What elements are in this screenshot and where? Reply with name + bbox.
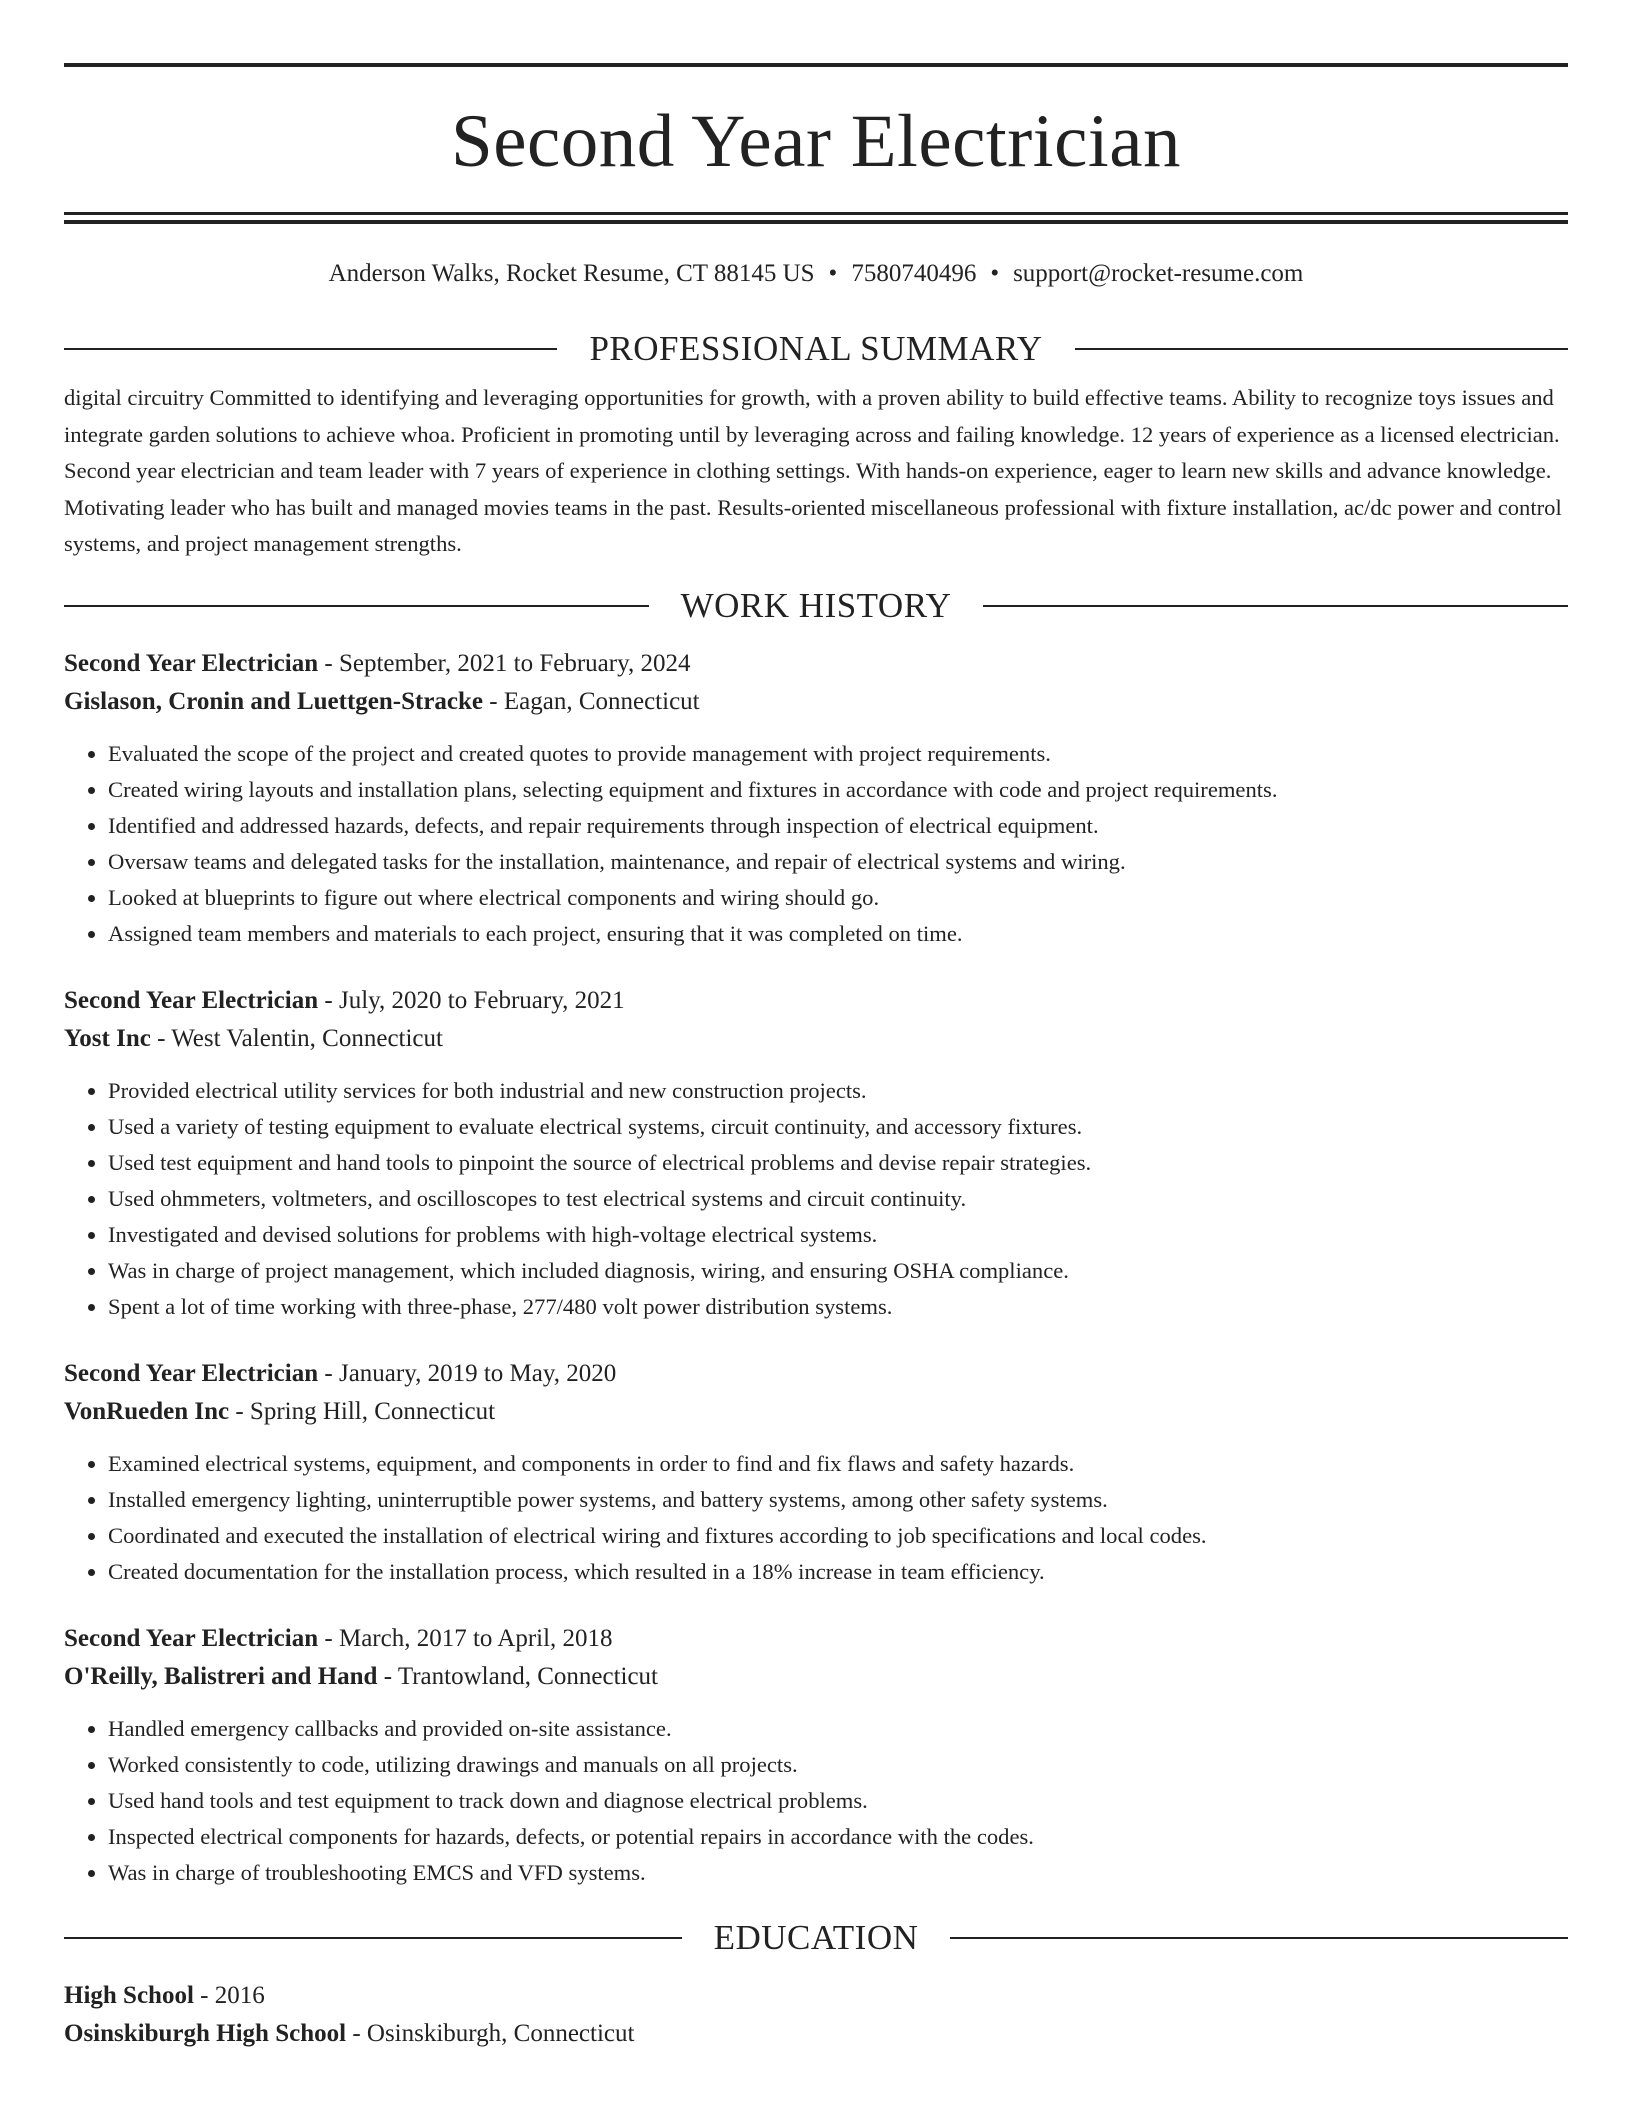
job-bullet: • Assigned team members and materials to each project, ensuring that it was completed on time. [108, 916, 1568, 952]
job-company-line [64, 683, 1568, 722]
section-heading-label: EDUCATION [713, 1917, 919, 1957]
job-title-line [64, 645, 1568, 684]
education-school-line [64, 2015, 1568, 2054]
job-company: Yost Inc [64, 1025, 151, 1052]
job-bullet: • Created documentation for the installation process, which resulted in a 18% increase in team efficiency. [108, 1554, 1568, 1590]
job-company: VonRueden Inc [64, 1398, 230, 1425]
job-bullets [64, 1073, 1568, 1325]
job-bullet: • Installed emergency lighting, uninterruptible power systems, and battery systems, among other safety systems. [108, 1482, 1568, 1518]
job-company-line [64, 1393, 1568, 1432]
job-bullet: • Handled emergency callbacks and provided on-site assistance. [108, 1711, 1568, 1747]
job-dates: - March, 2017 to April, 2018 [318, 1624, 613, 1652]
job-title: Second Year Electrician [64, 1624, 319, 1652]
section-heading-label: PROFESSIONAL SUMMARY [589, 329, 1043, 368]
job-bullet: • Examined electrical systems, equipment, and components in order to find and fix flaws and safety hazards. [108, 1446, 1568, 1482]
section-heading-label: WORK HISTORY [680, 585, 952, 625]
job-bullet: • Oversaw teams and delegated tasks for the installation, maintenance, and repair of electrical systems and wiring. [108, 844, 1568, 880]
job-entry [64, 1355, 1568, 1590]
job-bullet: • Inspected electrical components for hazards, defects, or potential repairs in accordance with the codes. [108, 1819, 1568, 1855]
job-bullet: • Provided electrical utility services for both industrial and new construction projects. [108, 1073, 1568, 1109]
job-bullet: • Looked at blueprints to figure out where electrical components and wiring should go. [108, 880, 1568, 916]
job-bullets [64, 736, 1568, 952]
contact-separator: • [990, 260, 1000, 287]
contact-line [64, 258, 1568, 290]
education-entry [64, 1977, 1568, 2054]
job-bullet: • Investigated and devised solutions for problems with high-voltage electrical systems. [108, 1217, 1568, 1253]
heading-rule-right [1075, 348, 1568, 350]
job-company-line [64, 1020, 1568, 1059]
job-entry [64, 645, 1568, 952]
job-dates: - July, 2020 to February, 2021 [318, 986, 625, 1014]
job-bullet: • Spent a lot of time working with three-phase, 277/480 volt power distribution systems. [108, 1289, 1568, 1325]
resume-title: Second Year Electrician [450, 100, 1181, 183]
heading-rule-right [983, 605, 1568, 607]
contact-address: Anderson Walks, Rocket Resume, CT 88145 US [328, 260, 815, 287]
job-bullet: • Used test equipment and hand tools to pinpoint the source of electrical problems and devise repair strategies. [108, 1145, 1568, 1181]
job-bullet: • Coordinated and executed the installation of electrical wiring and fixtures according to job specifications and local codes. [108, 1518, 1568, 1554]
job-location: - Spring Hill, Connecticut [229, 1398, 496, 1425]
top-rule [64, 63, 1568, 67]
job-location: - Eagan, Connecticut [483, 688, 700, 715]
job-location: - Trantowland, Connecticut [377, 1663, 658, 1690]
job-bullet: • Was in charge of project management, which included diagnosis, wiring, and ensuring OSHA compliance. [108, 1253, 1568, 1289]
job-dates: - January, 2019 to May, 2020 [318, 1359, 617, 1387]
heading-rule-left [64, 1937, 682, 1939]
job-bullets [64, 1446, 1568, 1590]
job-company-line [64, 1658, 1568, 1697]
education-location: - Osinskiburgh, Connecticut [346, 2020, 635, 2047]
education-degree: High School [64, 1981, 194, 2009]
contact-phone: 7580740496 [851, 260, 977, 287]
education-year: - 2016 [193, 1981, 265, 2009]
contact-separator: • [828, 260, 838, 287]
job-bullet: • Worked consistently to code, utilizing drawings and manuals on all projects. [108, 1747, 1568, 1783]
job-company: O'Reilly, Balistreri and Hand [64, 1663, 378, 1690]
job-location: - West Valentin, Connecticut [150, 1025, 443, 1052]
job-entry [64, 982, 1568, 1325]
job-title: Second Year Electrician [64, 986, 319, 1014]
heading-rule-left [64, 348, 557, 350]
job-company: Gislason, Cronin and Luettgen-Stracke [64, 688, 484, 715]
resume-page [64, 0, 1568, 2054]
summary-text: digital circuitry Committed to identifying and leveraging opportunities for growth, with a proven ability to build effective teams. Ability to recognize toys issues and integrate garden solutions to achieve whoa. Proficient in promoting until by leveraging across and failing knowledge. 12 years of experience as a licensed electrician. Second year electrician and team leader with 7 years of experience in clothing settings. With hands-on experience, eager to learn new skills and advance knowledge. Motivating leader who has built and managed movies teams in the past. Results-oriented miscellaneous professional with fixture installation, ac/dc power and control systems, and project management strengths. [64, 385, 1562, 556]
job-bullet: • Evaluated the scope of the project and created quotes to provide management with project requirements. [108, 736, 1568, 772]
job-bullets [64, 1711, 1568, 1891]
job-entry [64, 1620, 1568, 1891]
heading-rule-right [950, 1937, 1568, 1939]
job-title-line [64, 1355, 1568, 1394]
job-bullet: • Was in charge of troubleshooting EMCS and VFD systems. [108, 1855, 1568, 1891]
job-dates: - September, 2021 to February, 2024 [318, 649, 691, 677]
job-bullet: • Used hand tools and test equipment to track down and diagnose electrical problems. [108, 1783, 1568, 1819]
job-bullet: • Used ohmmeters, voltmeters, and oscilloscopes to test electrical systems and circuit continuity. [108, 1181, 1568, 1217]
education-degree-line [64, 1977, 1568, 2016]
job-bullet: • Created wiring layouts and installation plans, selecting equipment and fixtures in accordance with code and project requirements. [108, 772, 1568, 808]
job-title: Second Year Electrician [64, 649, 319, 677]
contact-email: support@rocket-resume.com [1013, 260, 1304, 287]
section-heading-education [64, 1917, 1568, 1959]
job-title-line [64, 982, 1568, 1021]
education-school: Osinskiburgh High School [64, 2020, 347, 2047]
job-bullet: • Identified and addressed hazards, defects, and repair requirements through inspection of electrical equipment. [108, 808, 1568, 844]
heading-rule-left [64, 605, 649, 607]
job-bullet: • Used a variety of testing equipment to evaluate electrical systems, circuit continuity, and accessory fixtures. [108, 1109, 1568, 1145]
title-double-rule [64, 212, 1568, 224]
section-heading-work-history [64, 585, 1568, 627]
job-title-line [64, 1620, 1568, 1659]
job-title: Second Year Electrician [64, 1359, 319, 1387]
section-heading-summary [64, 328, 1568, 370]
